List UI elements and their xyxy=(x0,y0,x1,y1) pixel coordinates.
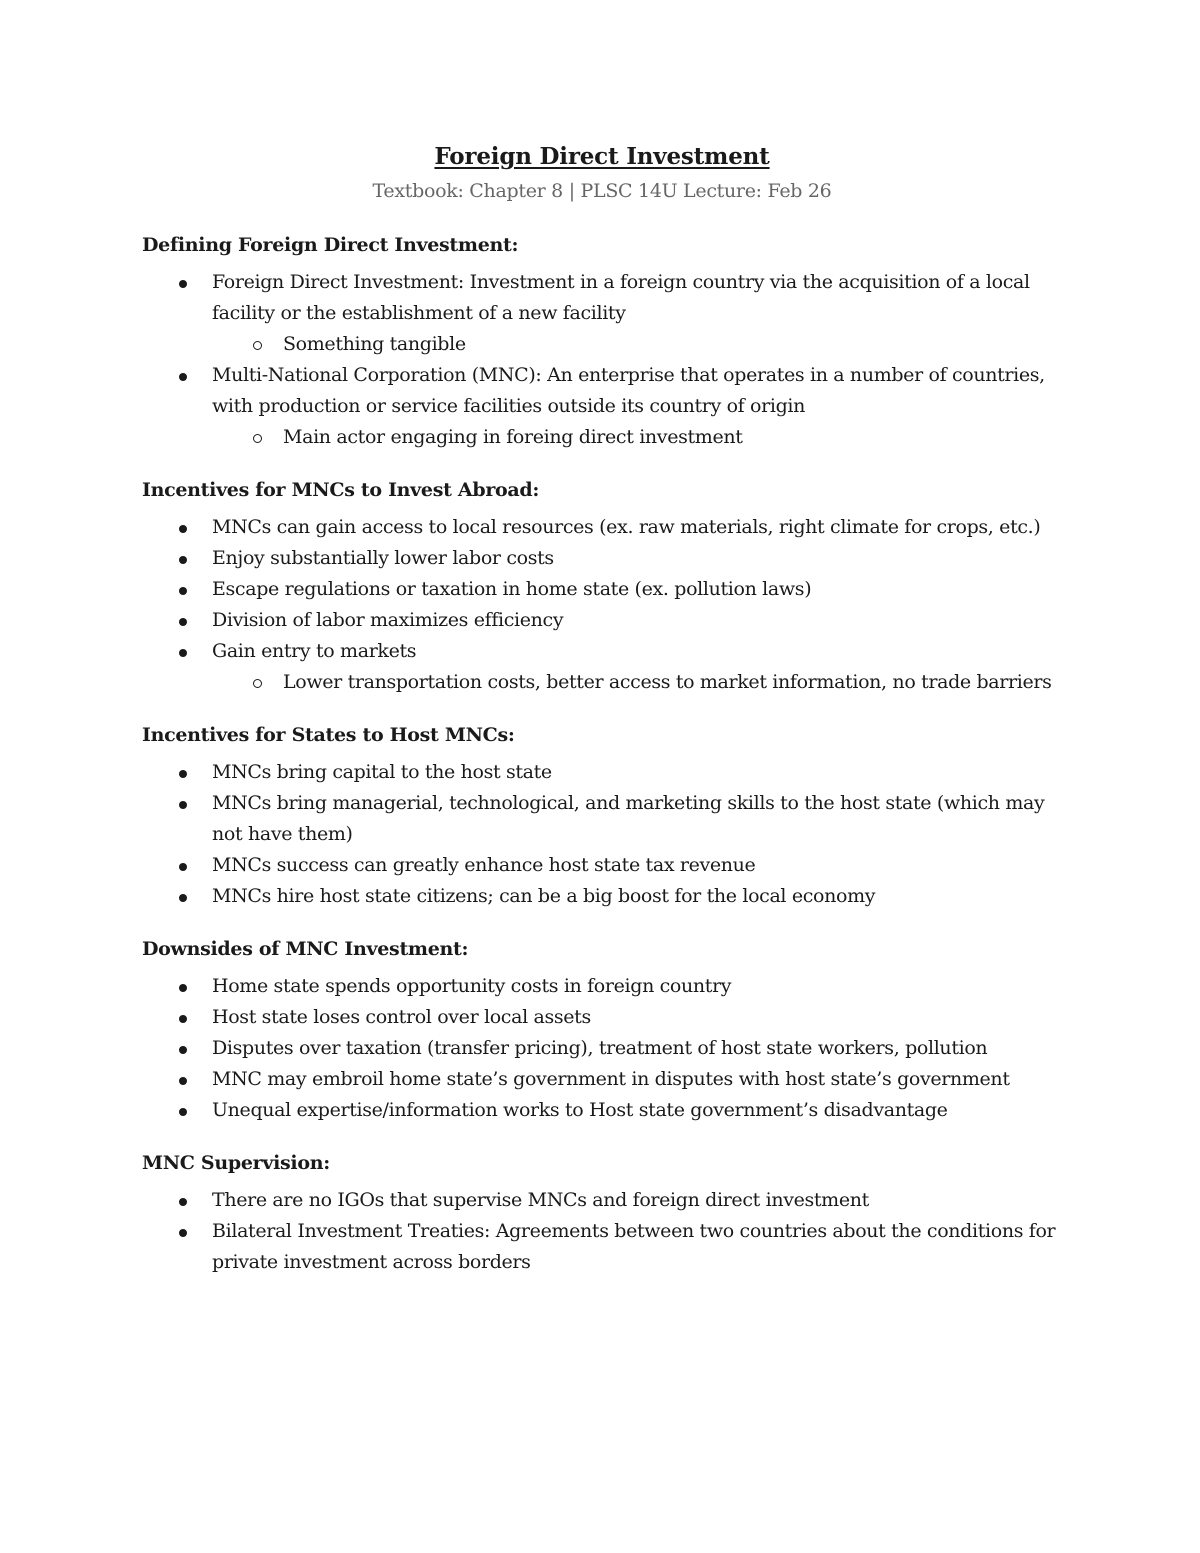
bullet-icon xyxy=(179,770,187,778)
section xyxy=(142,230,1062,453)
section-heading: Incentives for States to Host MNCs: xyxy=(142,724,515,746)
list-item-text: MNCs bring capital to the host state xyxy=(212,761,552,783)
bullet-icon xyxy=(179,1015,187,1023)
list-item-text: MNCs success can greatly enhance host state tax revenue xyxy=(212,854,756,876)
list-item-text: MNCs can gain access to local resources (ex. raw materials, right climate for crops, etc.) xyxy=(212,516,1041,538)
bullet-icon xyxy=(179,863,187,871)
bullet-icon xyxy=(179,1198,187,1206)
list-item-text: Escape regulations or taxation in home state (ex. pollution laws) xyxy=(212,578,812,600)
section-heading: Downsides of MNC Investment: xyxy=(142,938,469,960)
list-item xyxy=(142,788,1062,850)
section-heading: MNC Supervision: xyxy=(142,1152,330,1174)
list-item-text: Gain entry to markets xyxy=(212,640,417,662)
document-page xyxy=(142,140,1062,1278)
list-item xyxy=(142,512,1062,543)
section-heading: Defining Foreign Direct Investment: xyxy=(142,234,519,256)
bullet-icon xyxy=(179,1108,187,1116)
list-item xyxy=(142,1033,1062,1064)
list-item xyxy=(142,1064,1062,1095)
sub-list-item-text: Something tangible xyxy=(283,333,466,355)
list-item xyxy=(142,971,1062,1002)
list-item xyxy=(142,757,1062,788)
sub-bullet-list xyxy=(212,422,1062,453)
sub-list-item xyxy=(212,422,1062,453)
bullet-icon xyxy=(179,587,187,595)
bullet-icon xyxy=(179,894,187,902)
sub-list-item xyxy=(212,329,1062,360)
bullet-icon xyxy=(179,801,187,809)
list-item xyxy=(142,574,1062,605)
hollow-bullet-icon xyxy=(253,434,262,443)
section xyxy=(142,720,1062,912)
sections-container xyxy=(142,230,1062,1278)
bullet-icon xyxy=(179,618,187,626)
sub-list-item-text: Main actor engaging in foreing direct investment xyxy=(283,426,743,448)
list-item xyxy=(142,636,1062,698)
sub-bullet-list xyxy=(212,329,1062,360)
section xyxy=(142,934,1062,1126)
sub-list-item xyxy=(212,667,1062,698)
list-item xyxy=(142,881,1062,912)
list-item xyxy=(142,267,1062,360)
list-item xyxy=(142,1216,1062,1278)
sub-bullet-list xyxy=(212,667,1062,698)
bullet-list xyxy=(142,1185,1062,1278)
section-heading: Incentives for MNCs to Invest Abroad: xyxy=(142,479,540,501)
list-item-text: Enjoy substantially lower labor costs xyxy=(212,547,554,569)
bullet-list xyxy=(142,757,1062,912)
list-item xyxy=(142,360,1062,453)
list-item-text: Home state spends opportunity costs in foreign country xyxy=(212,975,732,997)
list-item xyxy=(142,543,1062,574)
list-item-text: Foreign Direct Investment: Investment in a foreign country via the acquisition of a local facility or the establishment of a new facility xyxy=(212,271,1030,324)
list-item xyxy=(142,605,1062,636)
bullet-list xyxy=(142,512,1062,698)
bullet-icon xyxy=(179,373,187,381)
section xyxy=(142,1148,1062,1278)
hollow-bullet-icon xyxy=(253,679,262,688)
bullet-icon xyxy=(179,525,187,533)
list-item-text: There are no IGOs that supervise MNCs and foreign direct investment xyxy=(212,1189,869,1211)
list-item xyxy=(142,1095,1062,1126)
list-item-text: Division of labor maximizes efficiency xyxy=(212,609,564,631)
bullet-list xyxy=(142,267,1062,453)
bullet-icon xyxy=(179,1229,187,1237)
list-item xyxy=(142,1185,1062,1216)
document-subtitle: Textbook: Chapter 8 | PLSC 14U Lecture: Feb 26 xyxy=(372,180,832,202)
bullet-icon xyxy=(179,556,187,564)
bullet-icon xyxy=(179,1046,187,1054)
list-item-text: MNCs bring managerial, technological, and marketing skills to the host state (which may not have them) xyxy=(212,792,1045,845)
list-item xyxy=(142,850,1062,881)
hollow-bullet-icon xyxy=(253,341,262,350)
list-item-text: MNCs hire host state citizens; can be a big boost for the local economy xyxy=(212,885,876,907)
list-item-text: MNC may embroil home state’s government in disputes with host state’s government xyxy=(212,1068,1010,1090)
sub-list-item-text: Lower transportation costs, better access to market information, no trade barriers xyxy=(283,671,1052,693)
section xyxy=(142,475,1062,698)
bullet-list xyxy=(142,971,1062,1126)
bullet-icon xyxy=(179,984,187,992)
bullet-icon xyxy=(179,649,187,657)
list-item-text: Bilateral Investment Treaties: Agreements between two countries about the conditions for private investment across borders xyxy=(212,1220,1056,1273)
list-item xyxy=(142,1002,1062,1033)
bullet-icon xyxy=(179,280,187,288)
list-item-text: Host state loses control over local assets xyxy=(212,1006,591,1028)
list-item-text: Multi-National Corporation (MNC): An enterprise that operates in a number of countries, with production or service facilities outside its country of origin xyxy=(212,364,1045,417)
bullet-icon xyxy=(179,1077,187,1085)
list-item-text: Unequal expertise/information works to Host state government’s disadvantage xyxy=(212,1099,948,1121)
document-title: Foreign Direct Investment xyxy=(434,143,770,170)
list-item-text: Disputes over taxation (transfer pricing), treatment of host state workers, pollution xyxy=(212,1037,988,1059)
